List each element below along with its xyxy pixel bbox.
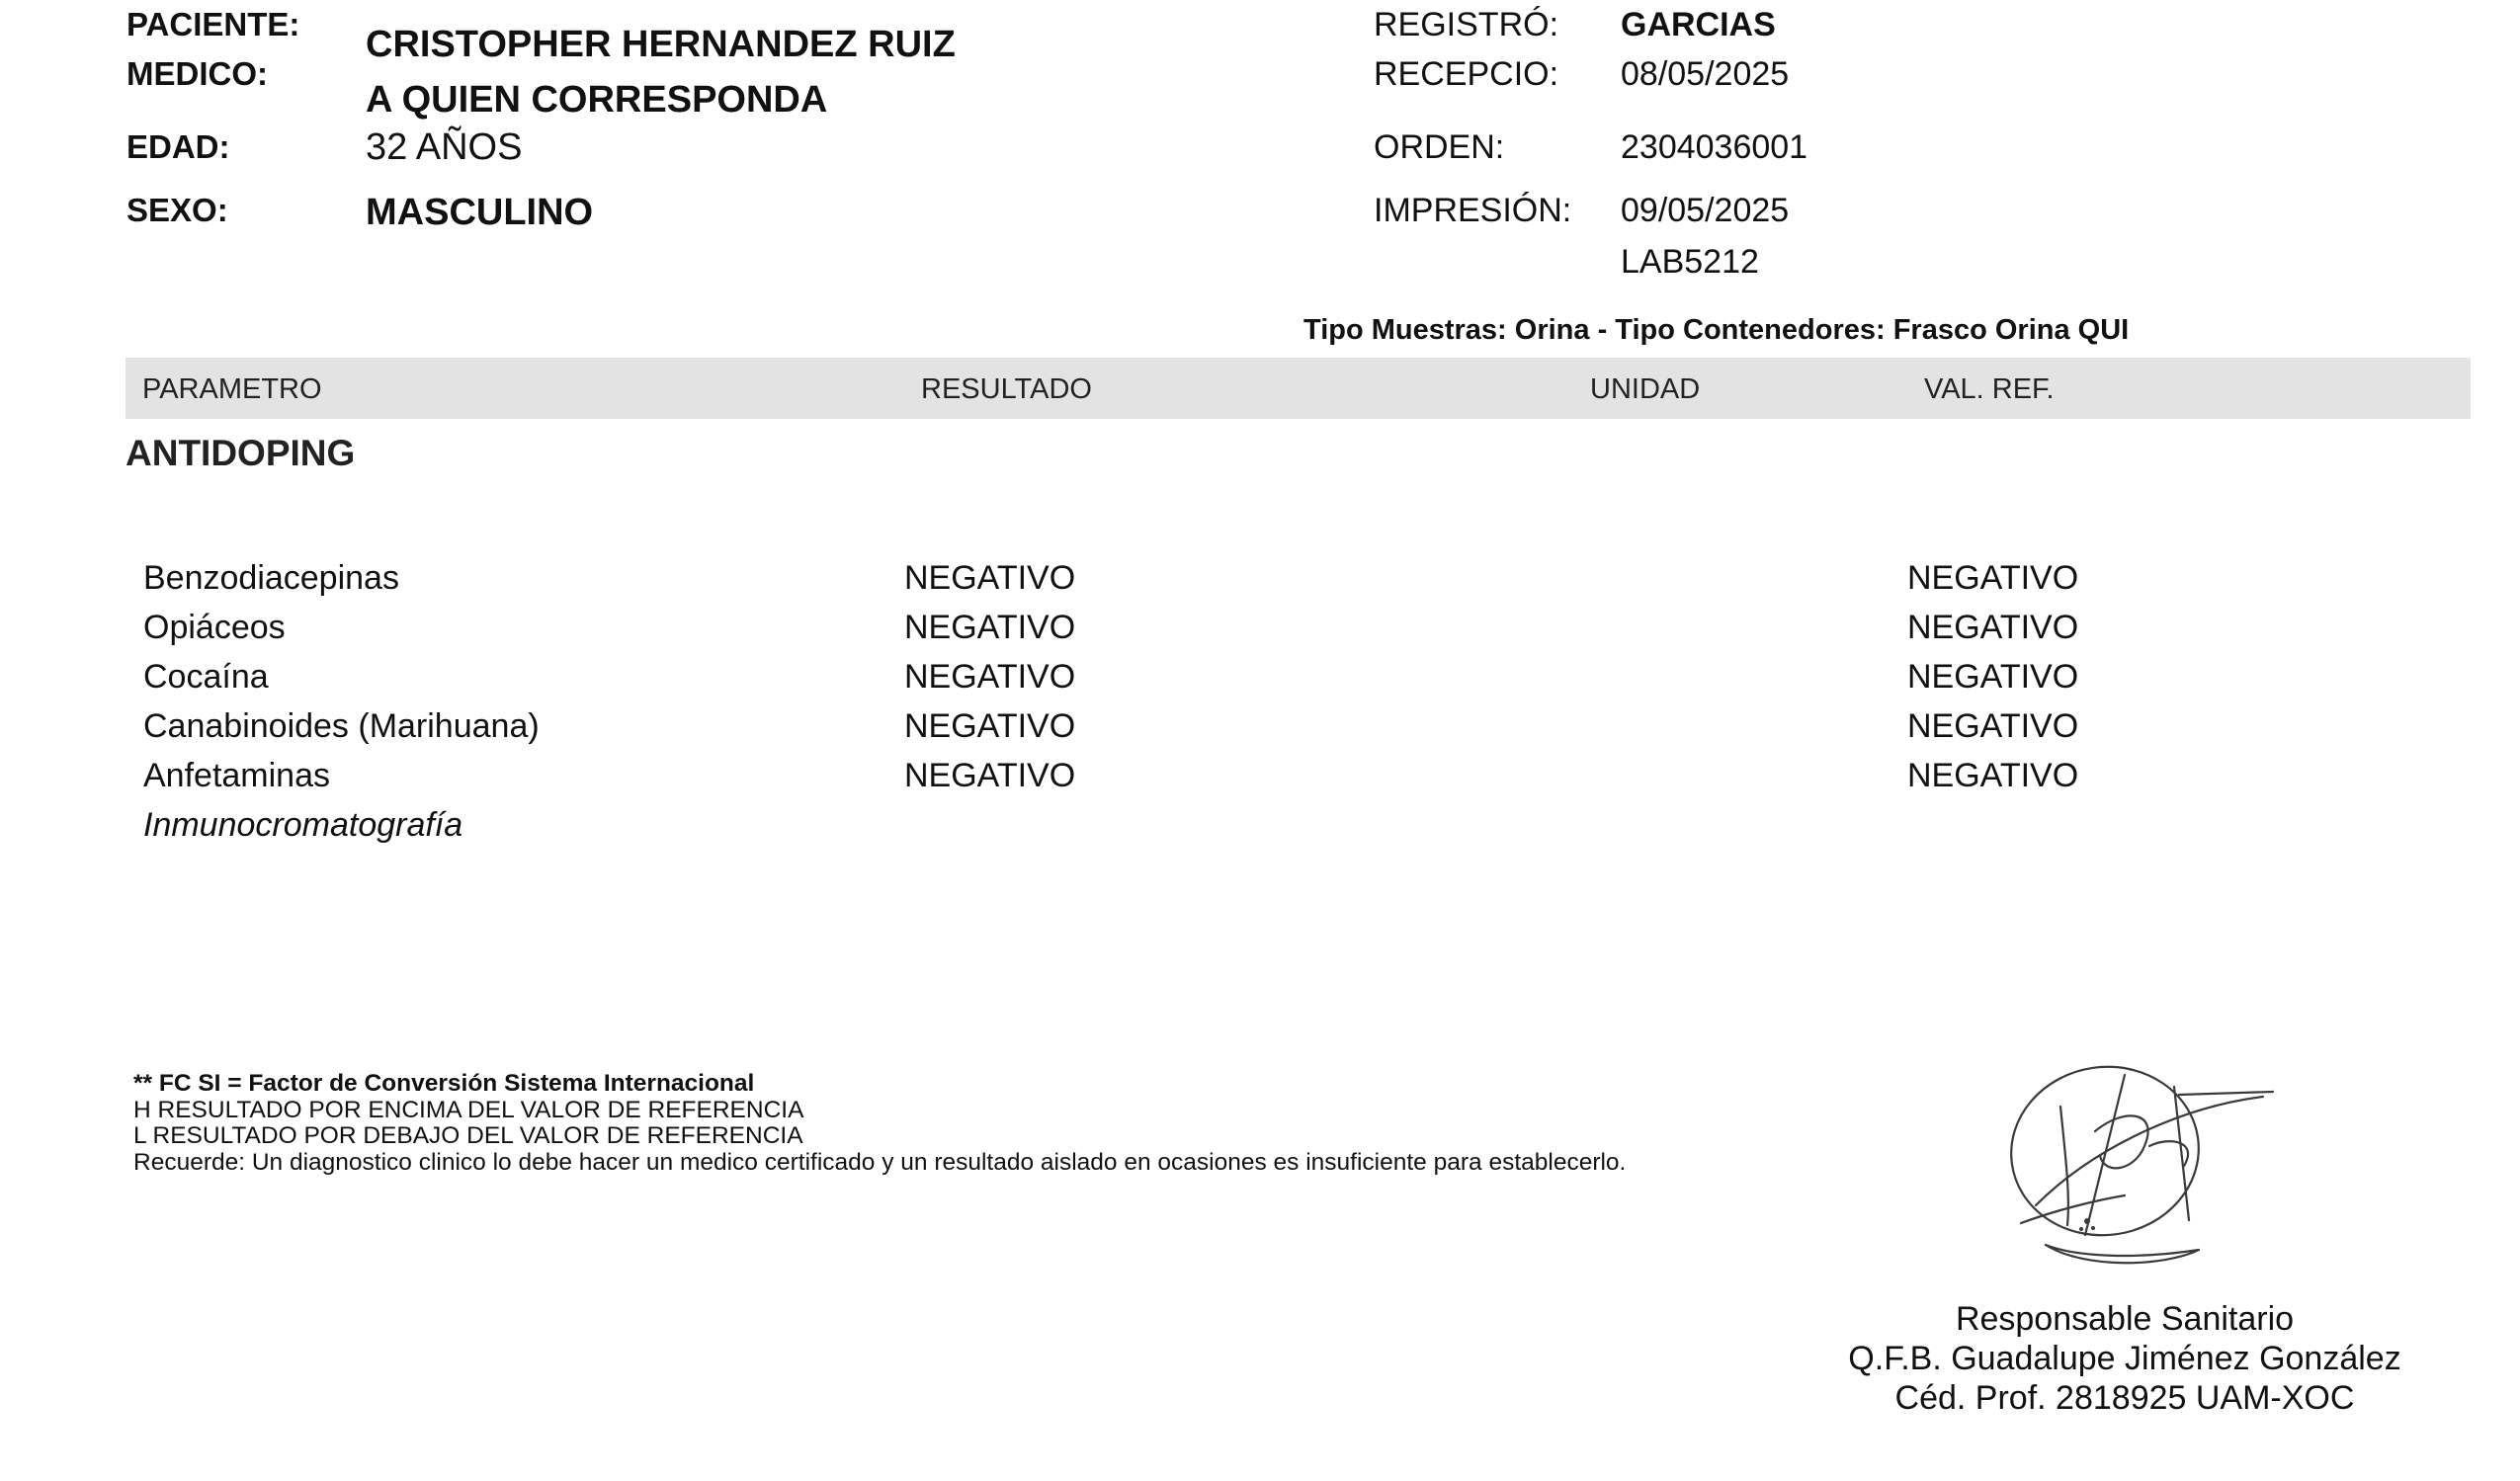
signature-cedula: Céd. Prof. 2818925 UAM-XOC xyxy=(1894,1379,2355,1417)
column-header-resultado: RESULTADO xyxy=(921,373,1092,405)
signature-block xyxy=(1848,1299,2401,1418)
paciente-value: CRISTOPHER HERNANDEZ RUIZ xyxy=(366,24,956,65)
valref-cell: NEGATIVO xyxy=(1907,707,2079,745)
column-header-val-ref: VAL. REF. xyxy=(1924,373,2055,405)
parametro-cell: Cocaína xyxy=(143,658,269,696)
paciente-label: PACIENTE: xyxy=(126,6,300,42)
medico-value: A QUIEN CORRESPONDA xyxy=(366,79,828,121)
resultado-cell: NEGATIVO xyxy=(904,609,1076,646)
sample-type-line: Tipo Muestras: Orina - Tipo Contenedores: Frasco Orina QUI xyxy=(1303,314,2130,346)
footnote-recuerde: Recuerde: Un diagnostico clinico lo debe hacer un medico certificado y un resultado aislado en ocasiones es insuficiente para establecerlo. xyxy=(133,1148,1627,1176)
valref-cell: NEGATIVO xyxy=(1907,658,2079,696)
signature-role: Responsable Sanitario xyxy=(1955,1300,2295,1338)
parametro-cell: Canabinoides (Marihuana) xyxy=(143,707,540,745)
edad-label: EDAD: xyxy=(126,128,230,165)
parametro-cell: Opiáceos xyxy=(143,609,286,646)
medico-label: MEDICO: xyxy=(126,55,268,92)
section-title: ANTIDOPING xyxy=(126,433,356,473)
method-note: Inmunocromatografía xyxy=(143,806,463,844)
recepcio-label: RECEPCIO: xyxy=(1374,55,1559,93)
valref-cell: NEGATIVO xyxy=(1907,609,2079,646)
resultado-cell: NEGATIVO xyxy=(904,707,1076,745)
table-row xyxy=(0,559,2520,609)
registro-label: REGISTRÓ: xyxy=(1374,6,1559,43)
signature-icon xyxy=(1976,1037,2283,1284)
column-header-unidad: UNIDAD xyxy=(1590,373,1701,405)
footnotes xyxy=(133,1071,1626,1176)
results-table-header xyxy=(126,358,2471,419)
impresion-value: 09/05/2025 xyxy=(1621,192,1790,229)
sexo-value: MASCULINO xyxy=(366,192,594,233)
registro-value: GARCIAS xyxy=(1621,6,1776,43)
valref-cell: NEGATIVO xyxy=(1907,559,2079,597)
parametro-cell: Benzodiacepinas xyxy=(143,559,399,597)
impresion-label: IMPRESIÓN: xyxy=(1374,192,1572,229)
footnote-l: L RESULTADO POR DEBAJO DEL VALOR DE REFERENCIA xyxy=(133,1122,803,1149)
footnote-h: H RESULTADO POR ENCIMA DEL VALOR DE REFERENCIA xyxy=(133,1096,804,1123)
valref-cell: NEGATIVO xyxy=(1907,757,2079,794)
footnote-fc-si: ** FC SI = Factor de Conversión Sistema Internacional xyxy=(133,1070,755,1097)
sexo-label: SEXO: xyxy=(126,192,228,228)
orden-label: ORDEN: xyxy=(1374,128,1505,166)
table-row xyxy=(0,609,2520,658)
column-header-parametro: PARAMETRO xyxy=(142,373,322,405)
table-row xyxy=(0,707,2520,757)
recepcio-value: 08/05/2025 xyxy=(1621,55,1790,93)
parametro-cell: Anfetaminas xyxy=(143,757,330,794)
edad-value: 32 AÑOS xyxy=(366,126,523,168)
signature-name: Q.F.B. Guadalupe Jiménez González xyxy=(1848,1340,2401,1377)
resultado-cell: NEGATIVO xyxy=(904,757,1076,794)
table-row xyxy=(0,757,2520,806)
lab-code: LAB5212 xyxy=(1621,243,1759,281)
resultado-cell: NEGATIVO xyxy=(904,658,1076,696)
table-row xyxy=(0,658,2520,707)
resultado-cell: NEGATIVO xyxy=(904,559,1076,597)
orden-value: 2304036001 xyxy=(1621,128,1808,166)
